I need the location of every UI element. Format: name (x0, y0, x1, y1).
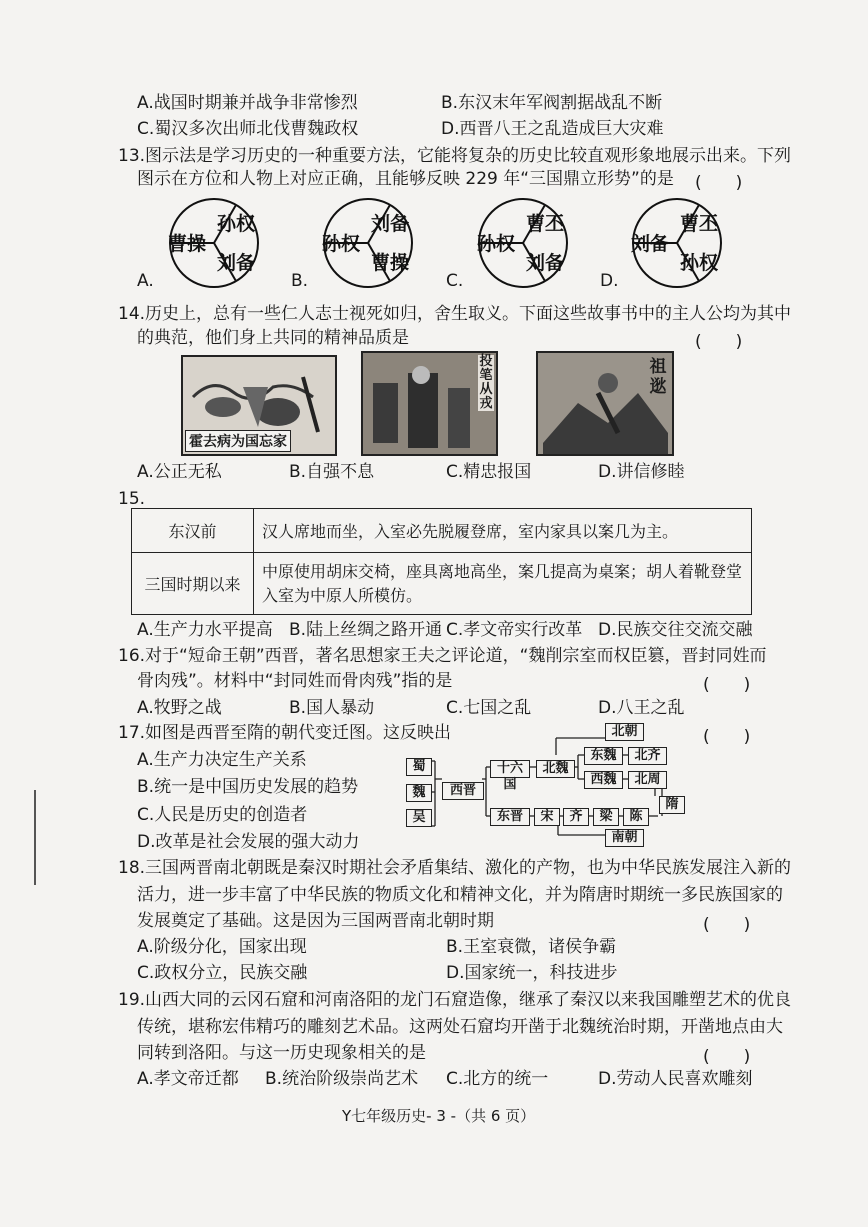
q17-option-d: D.改革是社会发展的强大动力 (137, 832, 360, 852)
pie-label-bottom-right: 刘备 (525, 252, 565, 274)
diagram-box-qi: 齐 (563, 808, 589, 826)
diagram-box-beichao: 北朝 (605, 723, 644, 741)
q14-image2-caption: 投笔从戎 (479, 354, 493, 411)
q19-answer-paren: ( ) (703, 1047, 751, 1067)
q16-answer-paren: ( ) (703, 675, 751, 695)
pie-label-top-right: 孙权 (216, 213, 256, 235)
q14-stem-line2: 的典范，他们身上共同的精神品质是 (137, 328, 409, 348)
q14-image-toubicongrong-illustration (363, 353, 496, 454)
q13-pie-option-b (291, 196, 414, 295)
diagram-box-beiqi: 北齐 (628, 747, 667, 765)
q16-stem-line2: 骨肉残”。材料中“封同姓而骨肉残”指的是 (137, 671, 453, 691)
diagram-box-xiwei: 西魏 (584, 771, 623, 789)
diagram-box-beizhou: 北周 (628, 771, 667, 789)
q15-period-cell: 三国时期以来 (132, 553, 254, 615)
diagram-box-shu: 蜀 (406, 758, 432, 776)
diagram-box-sui: 隋 (659, 796, 685, 814)
q19-option-c: C.北方的统一 (446, 1069, 549, 1089)
q13-pie-option-label: C. (446, 271, 464, 291)
diagram-box-chen: 陈 (623, 808, 649, 826)
q18-option-d: D.国家统一，科技进步 (446, 963, 618, 983)
q14-image-zuti (536, 351, 674, 456)
q14-image1-caption: 霍去病为国忘家 (185, 430, 291, 452)
q15-content-cell: 汉人席地而坐，入室必先脱履登席，室内家具以案几为主。 (254, 509, 752, 553)
pie-label-bottom-right: 曹操 (370, 252, 410, 274)
q15-number: 15. (118, 489, 146, 509)
q12-option-d: D.西晋八王之乱造成巨大灾难 (441, 119, 664, 139)
q15-content-cell: 中原使用胡床交椅，座具离地高坐，案几提高为桌案；胡人着靴登堂入室为中原人所模仿。 (254, 553, 752, 615)
pie-label-top-right: 曹丕 (525, 213, 565, 235)
q17-option-a: A.生产力决定生产关系 (137, 750, 307, 770)
q17-answer-paren: ( ) (703, 727, 751, 747)
q14-option-b: B.自强不息 (289, 462, 375, 482)
q13-pie-option-label: D. (600, 271, 619, 291)
q14-stem-line1: 14.历史上，总有一些仁人志士视死如归，舍生取义。下面这些故事书中的主人公均为其中 (118, 304, 792, 324)
q16-option-b: B.国人暴动 (289, 698, 375, 718)
diagram-box-liang: 梁 (593, 808, 619, 826)
q15-option-a: A.生产力水平提高 (137, 620, 273, 640)
q17-stem: 17.如图是西晋至隋的朝代变迁图。这反映出 (118, 723, 452, 743)
pie-label-top-right: 曹丕 (679, 213, 719, 235)
q13-stem-line1: 13.图示法是学习历史的一种重要方法，它能将复杂的历史比较直观形象地展示出来。下列 (118, 146, 792, 166)
q18-stem-line3: 发展奠定了基础。这是因为三国两晋南北朝时期 (137, 911, 494, 931)
pie-label-bottom-right: 孙权 (679, 252, 719, 274)
q15-period-cell: 东汉前 (132, 509, 254, 553)
q13-pie-option-c (446, 196, 569, 295)
q15-option-b: B.陆上丝绸之路开通 (289, 620, 443, 640)
pie-label-left: 孙权 (476, 233, 516, 255)
q14-option-d: D.讲信修睦 (598, 462, 685, 482)
q18-stem-line2: 活力，进一步丰富了中华民族的物质文化和精神文化，并为隋唐时期统一多民族国家的 (137, 885, 783, 905)
q14-answer-paren: ( ) (695, 332, 743, 352)
q12-option-c: C.蜀汉多次出师北伐曹魏政权 (137, 119, 359, 139)
q16-stem-line1: 16.对于“短命王朝”西晋，著名思想家王夫之评论道，“魏削宗室而权臣篡，晋封同姓而 (118, 646, 767, 666)
q16-option-a: A.牧野之战 (137, 698, 222, 718)
q18-answer-paren: ( ) (703, 915, 751, 935)
q18-stem-line1: 18.三国两晋南北朝既是秦汉时期社会矛盾集结、激化的产物，也为中华民族发展注入新的 (118, 858, 792, 878)
q13-pie-option-d (600, 196, 723, 295)
q14-image-toubicongrong (361, 351, 498, 456)
q19-option-d: D.劳动人民喜欢雕刻 (598, 1069, 753, 1089)
pie-label-left: 刘备 (630, 233, 670, 255)
pie-label-top-right: 刘备 (370, 213, 410, 235)
q18-option-b: B.王室衰微，诸侯争霸 (446, 937, 617, 957)
diagram-box-song: 宋 (534, 808, 560, 826)
q14-option-c: C.精忠报国 (446, 462, 532, 482)
q13-answer-paren: ( ) (695, 173, 743, 193)
diagram-box-dongwei: 东魏 (584, 747, 623, 765)
diagram-box-xijin: 西晋 (442, 782, 484, 800)
table-row (132, 509, 752, 553)
diagram-box-shiliuguo: 十六国 (490, 760, 530, 778)
diagram-box-beiwei: 北魏 (536, 760, 575, 778)
pie-label-left: 孙权 (321, 233, 361, 255)
diagram-box-nanchao: 南朝 (605, 829, 644, 847)
pie-label-left: 曹操 (167, 233, 207, 255)
q13-pie-option-label: B. (291, 271, 309, 291)
q15-option-d: D.民族交往交流交融 (598, 620, 753, 640)
q19-stem-line2: 传统，堪称宏伟精巧的雕刻艺术品。这两处石窟均开凿于北魏统治时期，开凿地点由大 (137, 1017, 783, 1037)
q15-table (131, 508, 752, 615)
q19-option-b: B.统治阶级崇尚艺术 (265, 1069, 419, 1089)
q18-option-a: A.阶级分化，国家出现 (137, 937, 307, 957)
diagram-box-wei: 魏 (406, 784, 432, 802)
q19-stem-line1: 19.山西大同的云冈石窟和河南洛阳的龙门石窟造像，继承了秦汉以来我国雕塑艺术的优良 (118, 990, 792, 1010)
q17-option-c: C.人民是历史的创造者 (137, 805, 308, 825)
q19-option-a: A.孝文帝迁都 (137, 1069, 239, 1089)
page-footer: Y七年级历史- 3 -（共 6 页） (342, 1107, 536, 1125)
diagram-box-dongjin: 东晋 (490, 808, 530, 826)
q13-pie-option-label: A. (137, 271, 154, 291)
margin-mark (34, 790, 36, 885)
q13-pie-option-a (137, 196, 260, 295)
q16-option-c: C.七国之乱 (446, 698, 532, 718)
q14-image3-caption: 祖逖 (649, 357, 667, 397)
q18-option-c: C.政权分立，民族交融 (137, 963, 308, 983)
q17-option-b: B.统一是中国历史发展的趋势 (137, 777, 359, 797)
q12-option-a: A.战国时期兼并战争非常惨烈 (137, 93, 358, 113)
q12-option-b: B.东汉末年军阀割据战乱不断 (441, 93, 663, 113)
table-row (132, 553, 752, 615)
q14-image-huoqubing (181, 355, 337, 456)
q13-stem-line2: 图示在方位和人物上对应正确，且能够反映 229 年“三国鼎立形势”的是 (137, 169, 674, 189)
q14-option-a: A.公正无私 (137, 462, 222, 482)
q16-option-d: D.八王之乱 (598, 698, 685, 718)
q15-option-c: C.孝文帝实行改革 (446, 620, 583, 640)
pie-label-bottom-right: 刘备 (216, 252, 256, 274)
diagram-box-wu: 吴 (406, 809, 432, 827)
q19-stem-line3: 同转到洛阳。与这一历史现象相关的是 (137, 1043, 426, 1063)
